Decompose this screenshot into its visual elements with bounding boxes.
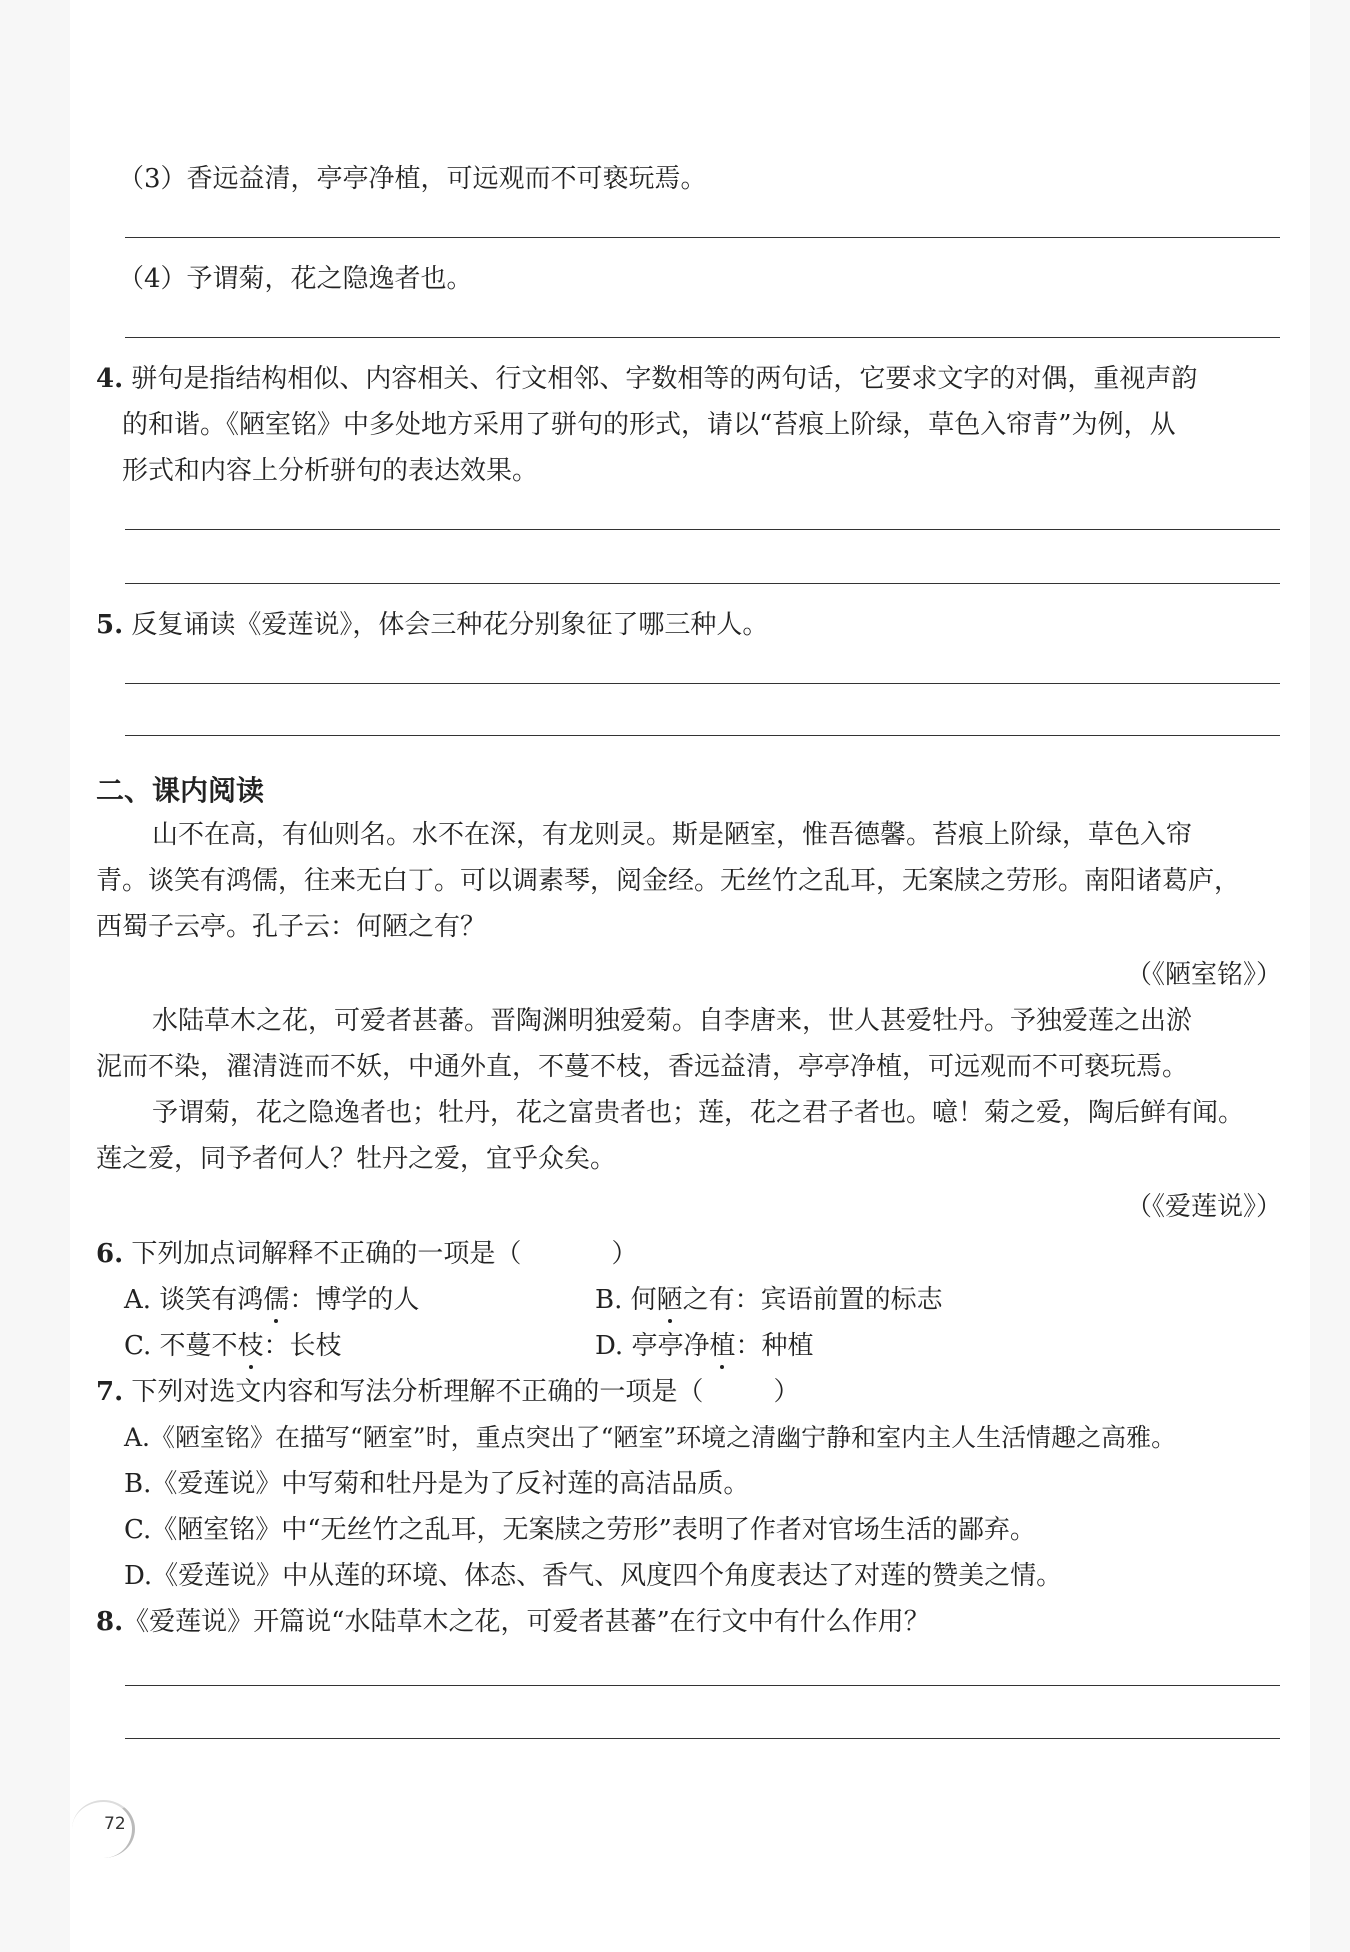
answer-line[interactable] [125, 1738, 1280, 1739]
option-b[interactable] [595, 1283, 943, 1317]
option-text: C. 不蔓不 [124, 1331, 238, 1361]
page-number-badge [72, 1800, 144, 1856]
page-edge-shadow-right [1310, 0, 1350, 1952]
q6-stem [96, 1237, 637, 1271]
q6-text: 下列加点词解释不正确的一项是（ [131, 1239, 522, 1269]
option-text: 之有：宾语前置的标志 [682, 1285, 943, 1315]
answer-line[interactable] [125, 683, 1280, 684]
source-citation: （《陋室铭》） [1125, 960, 1282, 990]
option-text: A. 谈笑有鸿 [124, 1285, 264, 1315]
option-text: ：种植 [735, 1331, 814, 1361]
question-number: 5. [96, 610, 124, 640]
passage2-line: 莲之爱，同予者何人？牡丹之爱，宜乎众矣。 [96, 1144, 617, 1174]
question-number: 8. [96, 1607, 124, 1637]
option-c[interactable] [124, 1329, 342, 1363]
question-number: 6. [96, 1239, 124, 1269]
q4-line3: 形式和内容上分析骈句的表达效果。 [122, 456, 539, 486]
option-a[interactable] [124, 1283, 419, 1317]
q3-sub4: （4）予谓菊，花之隐逸者也。 [118, 264, 473, 294]
passage2-line: 泥而不染，濯清涟而不妖，中通外直，不蔓不枝，香远益清，亭亭净植，可远观而不可亵玩焉。 [96, 1052, 1189, 1082]
q7-stem [96, 1375, 799, 1409]
q5-text: 反复诵读《爱莲说》，体会三种花分别象征了哪三种人。 [131, 610, 769, 640]
page-number: 72 [104, 1814, 126, 1834]
close-paren: ） [773, 1377, 800, 1407]
answer-line[interactable] [125, 529, 1280, 530]
answer-line[interactable] [125, 337, 1280, 338]
dotted-word: 儒 [263, 1285, 290, 1315]
q7-option-b[interactable]: B.《爱莲说》中写菊和牡丹是为了反衬莲的高洁品质。 [124, 1469, 750, 1499]
q7-option-d[interactable]: D.《爱莲说》中从莲的环境、体态、香气、风度四个角度表达了对莲的赞美之情。 [124, 1561, 1063, 1591]
source-citation: （《爱莲说》） [1125, 1192, 1282, 1222]
close-paren: ） [611, 1239, 638, 1269]
q7-text: 下列对选文内容和写法分析理解不正确的一项是（ [131, 1377, 704, 1407]
q4-line2: 的和谐。《陋室铭》中多处地方采用了骈句的形式，请以“苔痕上阶绿，草色入帘青”为例，从 [122, 410, 1176, 440]
option-text: ：博学的人 [289, 1285, 420, 1315]
dotted-word: 陋 [656, 1285, 683, 1315]
passage1-line: 青。谈笑有鸿儒，往来无白丁。可以调素琴，阅金经。无丝竹之乱耳，无案牍之劳形。南阳诸葛庐， [96, 866, 1241, 896]
q3-sub3: （3）香远益清，亭亭净植，可远观而不可亵玩焉。 [118, 164, 707, 194]
q4-line1 [96, 362, 1197, 396]
passage1-line: 山不在高，有仙则名。水不在深，有龙则灵。斯是陋室，惟吾德馨。苔痕上阶绿，草色入帘 [152, 820, 1193, 850]
q7-option-c[interactable]: C.《陋室铭》中“无丝竹之乱耳，无案牍之劳形”表明了作者对官场生活的鄙弃。 [124, 1515, 1036, 1545]
option-d[interactable] [595, 1329, 813, 1363]
passage2-line: 予谓菊，花之隐逸者也；牡丹，花之富贵者也；莲，花之君子者也。噫！菊之爱，陶后鲜有闻。 [152, 1098, 1245, 1128]
q5-line [96, 608, 768, 642]
page-edge-shadow-left [0, 0, 70, 1952]
dotted-word: 植 [709, 1331, 736, 1361]
passage1-line: 西蜀子云亭。孔子云：何陋之有？ [96, 912, 487, 942]
q8-text: 《爱莲说》开篇说“水陆草木之花，可爱者甚蕃”在行文中有什么作用？ [123, 1607, 930, 1637]
passage2-line: 水陆草木之花，可爱者甚蕃。晋陶渊明独爱菊。自李唐来，世人甚爱牡丹。予独爱莲之出淤 [152, 1006, 1193, 1036]
question-number: 7. [96, 1377, 124, 1407]
answer-line[interactable] [125, 583, 1280, 584]
option-text: B. 何 [595, 1285, 657, 1315]
question-number: 4. [96, 364, 124, 394]
dotted-word: 枝 [237, 1331, 264, 1361]
answer-line[interactable] [125, 237, 1280, 238]
q7-option-a[interactable]: A.《陋室铭》在描写“陋室”时，重点突出了“陋室”环境之清幽宁静和室内主人生活情趣之高雅。 [124, 1423, 1177, 1452]
q4-text-1: 骈句是指结构相似、内容相关、行文相邻、字数相等的两句话，它要求文字的对偶，重视声韵 [131, 364, 1198, 394]
answer-line[interactable] [125, 1685, 1280, 1686]
q8-line [96, 1605, 930, 1639]
option-text: D. 亭亭净 [595, 1331, 710, 1361]
answer-line[interactable] [125, 735, 1280, 736]
option-text: ：长枝 [263, 1331, 342, 1361]
section-title: 二、课内阅读 [96, 774, 265, 807]
